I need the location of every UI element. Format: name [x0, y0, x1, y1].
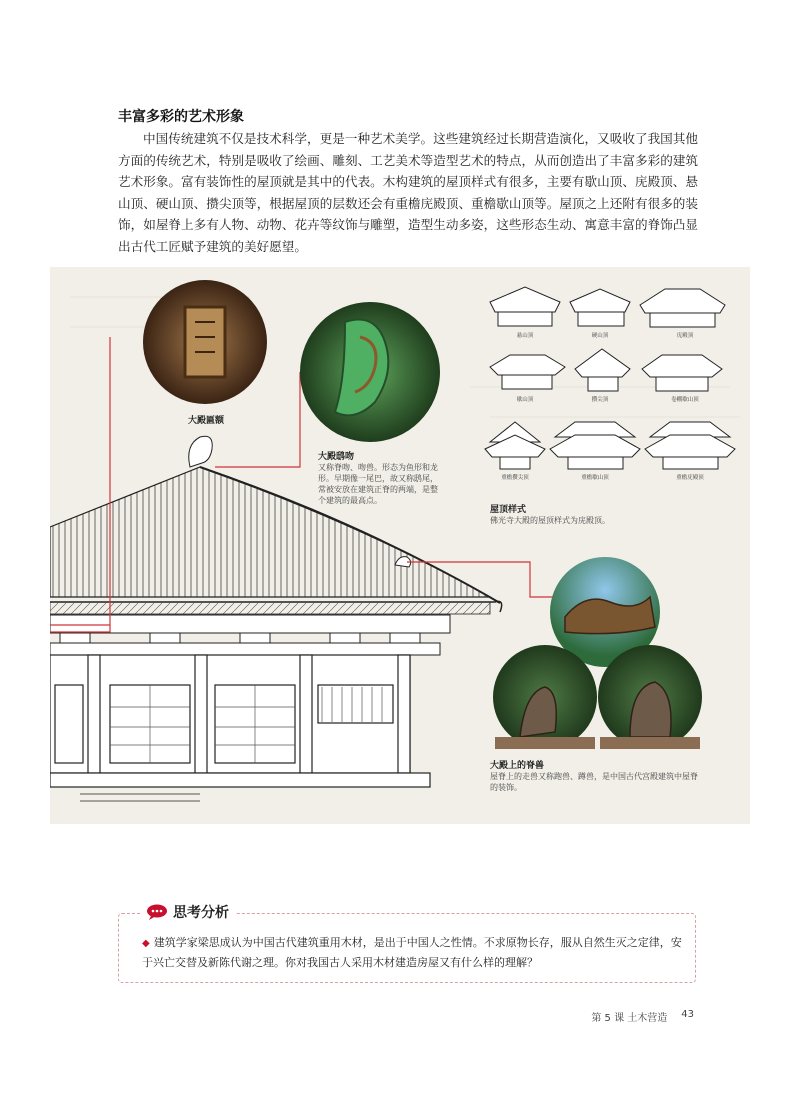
roof-styles-caption-text: 佛光寺大殿的屋顶样式为庑殿顶。: [490, 516, 610, 525]
chiwen-caption-title: 大殿鸱吻: [318, 452, 355, 462]
roof-label-5: 攒尖顶: [591, 397, 609, 403]
think-title: 思考分析: [173, 905, 229, 921]
section-title: 丰富多彩的艺术形象: [118, 109, 244, 125]
plaque-caption-title: 大殿匾额: [188, 416, 225, 426]
ridge-beasts-caption: [490, 758, 700, 793]
diamond-bullet-icon: ◆: [142, 938, 150, 949]
roof-label-8: 重檐歇山顶: [581, 475, 609, 481]
page-number: 43: [681, 1009, 694, 1020]
chiwen-caption-text: 又称脊吻、吻兽。形态为鱼形和龙形。早期像一尾巴，故又称鸱尾，常被安放在建筑正脊的两端，是整个建筑的最高点。: [318, 463, 438, 505]
roof-label-9: 重檐庑殿顶: [676, 475, 704, 481]
roof-label-6: 卷棚歇山顶: [671, 397, 699, 403]
roof-label-2: 硬山顶: [591, 333, 609, 339]
ridge-beasts-caption-title: 大殿上的脊兽: [490, 761, 545, 771]
temple-illustration: [50, 267, 750, 824]
temple-drawing: [50, 267, 750, 824]
think-question: [142, 933, 682, 972]
think-header: [140, 902, 235, 922]
chiwen-caption: [318, 449, 438, 506]
roof-styles-caption-title: 屋顶样式: [490, 505, 527, 515]
roof-label-3: 庑殿顶: [676, 333, 694, 339]
body-paragraph: 中国传统建筑不仅是技术科学，更是一种艺术美学。这些建筑经过长期营造演化，又吸收了我国其他方面的传统艺术，特别是吸收了绘画、雕刻、工艺美术等造型艺术的特点，从而创造出了丰富多彩的建筑艺术形象。富有装饰性的屋顶就是其中的代表。木构建筑的屋顶样式有很多，主要有歇山顶、庑殿顶、悬山顶、硬山顶、攒尖顶等，根据屋顶的层数还会有重檐庑殿顶、重檐歇山顶等。屋顶之上还附有很多的装饰，如屋脊上多有人物、动物、花卉等纹饰与雕塑，造型生动多姿，这些形态生动、寓意丰富的脊饰凸显出古代工匠赋予建筑的美好愿望。: [118, 131, 698, 254]
roof-label-4: 歇山顶: [516, 397, 534, 403]
roof-label-7: 重檐攒尖顶: [501, 475, 529, 481]
page-footer: [591, 1009, 694, 1024]
roof-styles-caption: [490, 502, 690, 526]
footer-lesson: 第 5 课 土木营造: [591, 1013, 668, 1024]
ridge-beasts-caption-text: 屋脊上的走兽又称跑兽、蹲兽，是中国古代宫殿建筑中屋脊的装饰。: [490, 772, 698, 792]
speech-bubble-icon: [146, 904, 168, 920]
roof-label-1: 悬山顶: [516, 333, 534, 339]
think-question-text: 建筑学家梁思成认为中国古代建筑重用木材，是出于中国人之性情。不求原物长存，服从自然生灭之定律，安于兴亡交替及新陈代谢之理。你对我国古人采用木材建造房屋又有什么样的理解？: [142, 936, 682, 969]
